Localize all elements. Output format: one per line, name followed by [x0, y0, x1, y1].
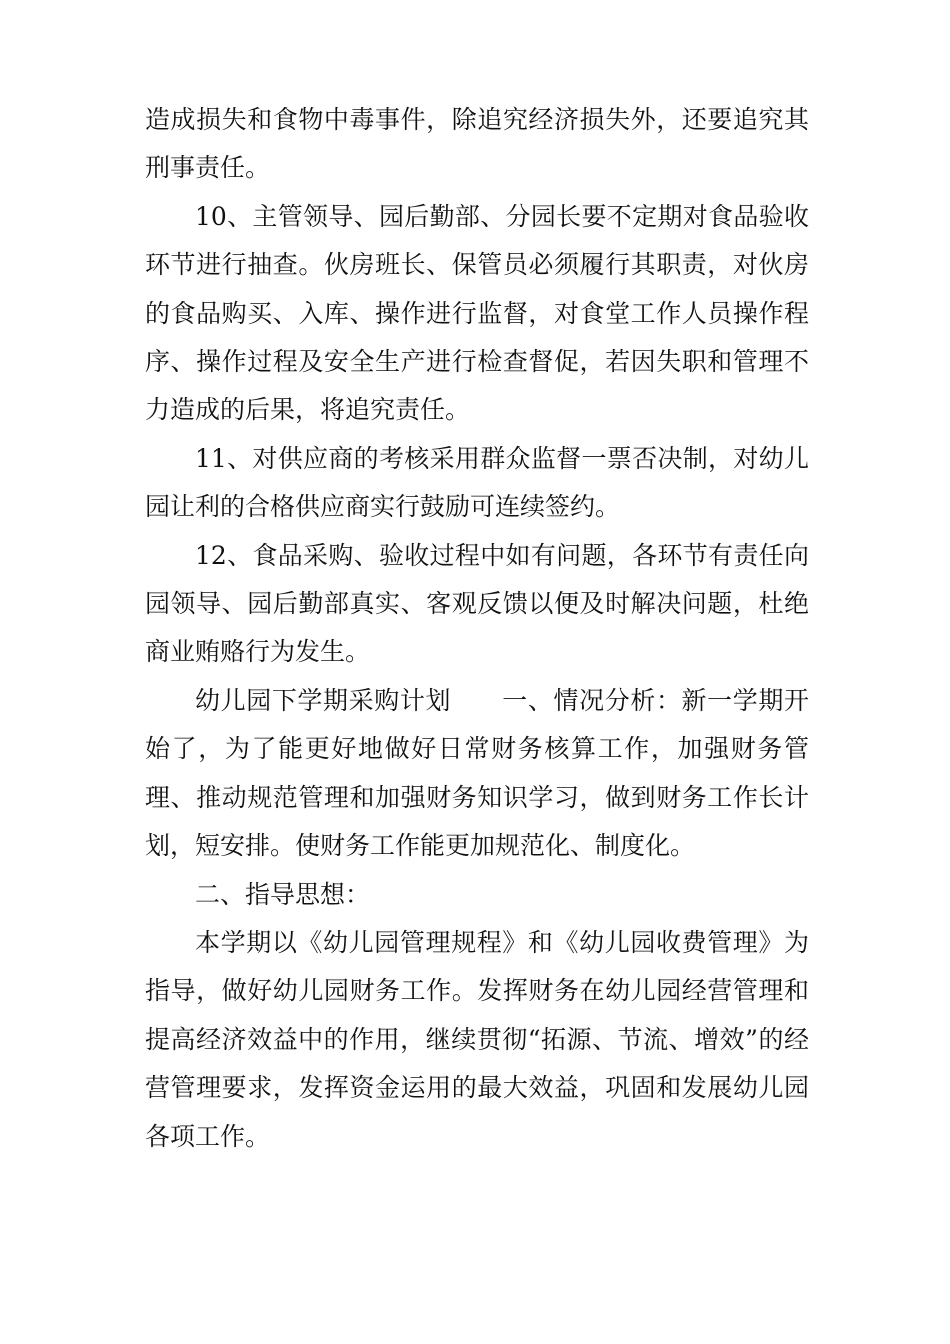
paragraph-guiding-ideas: 本学期以《幼儿园管理规程》和《幼儿园收费管理》为指导，做好幼儿园财务工作。发挥财务在幼儿园经营管理和提高经济效益中的作用，继续贯彻“拓源、节流、增效”的经营管理要求，发挥资金运用的最大效益，巩固和发展幼儿园各项工作。 [145, 927, 809, 1151]
document-body [145, 96, 809, 1161]
paragraph-purchase-plan: 幼儿园下学期采购计划 一、情况分析：新一学期开始了，为了能更好地做好日常财务核算工作，加强财务管理、推动规范管理和加强财务知识学习，做到财务工作长计划，短安排。使财务工作能更加规范化、制度化。 [145, 685, 809, 861]
paragraph-continuation: 造成损失和食物中毒事件，除追究经济损失外，还要追究其刑事责任。 [145, 105, 809, 183]
paragraph-item-11: 11、对供应商的考核采用群众监督一票否决制，对幼儿园让利的合格供应商实行鼓励可连续签约。 [145, 443, 809, 522]
paragraph-item-12: 12、食品采购、验收过程中如有问题，各环节有责任向园领导、园后勤部真实、客观反馈以便及时解决问题，杜绝商业贿赂行为发生。 [145, 540, 809, 667]
paragraph-item-10: 10、主管领导、园后勤部、分园长要不定期对食品验收环节进行抽查。伙房班长、保管员必须履行其职责，对伙房的食品购买、入库、操作进行监督，对食堂工作人员操作程序、操作过程及安全生产进行检查督促，若因失职和管理不力造成的后果，将追究责任。 [145, 201, 809, 425]
paragraph-guiding-heading: 二、指导思想： [195, 879, 371, 909]
